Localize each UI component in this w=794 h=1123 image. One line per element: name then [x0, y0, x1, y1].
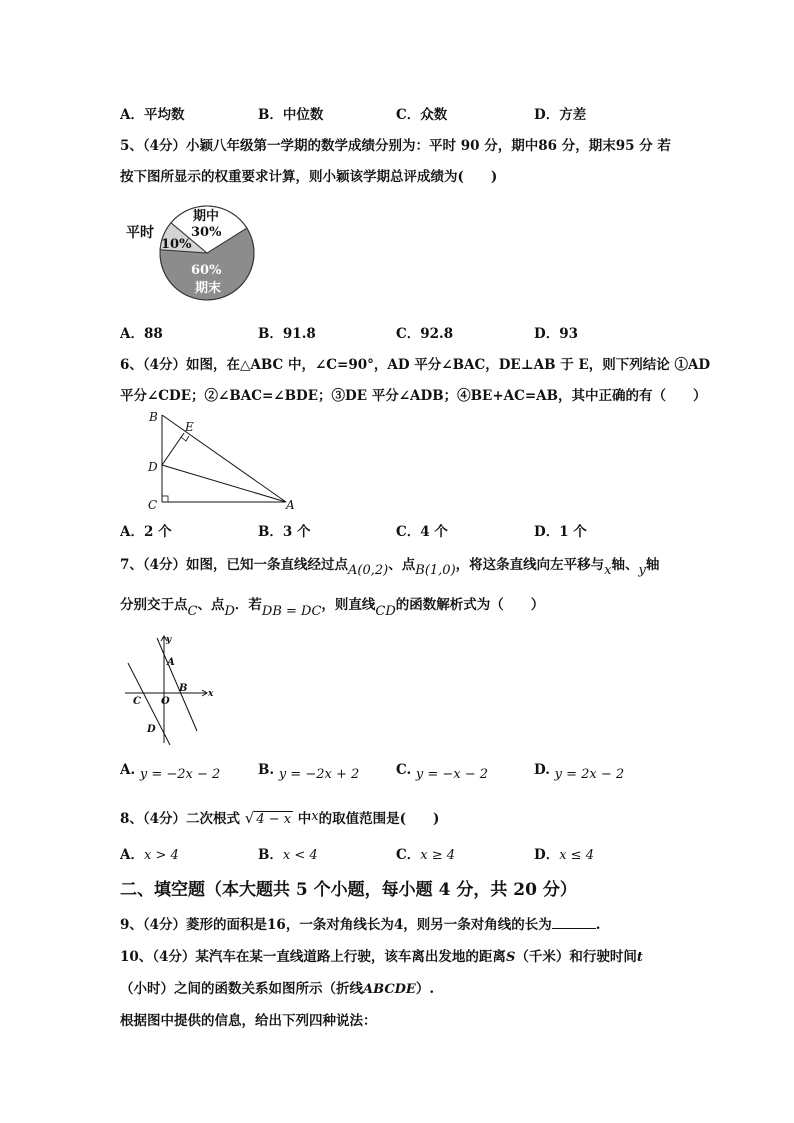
fig7-label-y: y	[166, 635, 172, 645]
q5-option-d: D．93	[534, 326, 578, 342]
q7-stem-line1: 7、（4分）如图，已知一条直线经过点A(0,2)、点B(1,0)，将这条直线向左平移与x轴、y轴	[120, 557, 660, 578]
q4-option-c: C．众数	[396, 107, 448, 123]
q6-triangle-figure	[140, 405, 310, 515]
q10-stem-line3: 根据图中提供的信息，给出下列四种说法：	[120, 1013, 377, 1029]
q7-option-a: A. y = −2x − 2	[120, 762, 221, 782]
fig7-label-o: O	[161, 696, 170, 707]
fig6-label-a: A	[286, 498, 295, 512]
q4-option-d: D．方差	[534, 107, 587, 123]
q10-stem-line1: 10、（4分）某汽车在某一直线道路上行驶，该车离出发地的距离S（千米）和行驶时间t	[120, 949, 643, 965]
pie-label-qimo: 期末	[195, 281, 222, 296]
q6-option-d: D．1 个	[534, 524, 587, 540]
q8-option-d: D．x ≤ 4	[534, 847, 594, 863]
fig6-label-e: E	[185, 420, 194, 434]
q6-stem-line2: 平分∠CDE；②∠BAC=∠BDE；③DE 平分∠ADB；④BE+AC=AB，其中正确的有（ ）	[120, 388, 707, 404]
pie-pct-pingshi: 10%	[161, 237, 192, 252]
q9-stem: 9、（4分）菱形的面积是16，一条对角线长为4，则另一条对角线的长为 .	[120, 917, 601, 933]
q6-option-c: C．4 个	[396, 524, 448, 540]
q8-option-c: C．x ≥ 4	[396, 847, 456, 863]
fig7-label-x: x	[208, 689, 214, 699]
pie-pct-qimo: 60%	[191, 263, 222, 278]
q5-stem-line1: 5、（4分）小颖八年级第一学期的数学成绩分别为：平时 90 分，期中86 分，期末95 分 若	[120, 138, 671, 154]
pie-label-qizhong: 期中	[193, 209, 220, 224]
fig6-label-c: C	[148, 498, 158, 512]
q6-option-a: A．2 个	[120, 524, 172, 540]
q6-option-b: B．3 个	[258, 524, 311, 540]
fig7-label-a: A	[167, 657, 175, 668]
q7-option-d: D. y = 2x − 2	[534, 762, 625, 782]
q7-stem-line2: 分别交于点C、点D．若DB = DC，则直线CD的函数解析式为（ ）	[120, 597, 545, 619]
section-heading-fill-in: 二、填空题（本大题共 5 个小题，每小题 4 分，共 20 分）	[120, 880, 577, 900]
fig6-label-b: B	[149, 410, 158, 424]
sqrt-symbol: √	[244, 809, 255, 827]
q4-option-b: B．中位数	[258, 107, 324, 123]
q8-stem: 8、（4分）二次根式 √ 4 − x 中x的取值范围是( )	[120, 809, 440, 827]
fig6-label-d: D	[148, 460, 158, 474]
q8-option-a: A．x > 4	[120, 847, 179, 863]
q10-stem-line2: （小时）之间的函数关系如图所示（折线ABCDE）.	[120, 981, 435, 997]
q7-line-figure	[120, 633, 220, 748]
q5-option-a: A．88	[120, 326, 163, 342]
q8-option-b: B．x < 4	[258, 847, 318, 863]
pie-pct-qizhong: 30%	[191, 225, 222, 240]
q4-option-a: A．平均数	[120, 107, 185, 123]
q5-option-c: C．92.8	[396, 326, 454, 342]
q5-pie-chart	[118, 200, 268, 306]
q5-stem-line2: 按下图所显示的权重要求计算，则小颖该学期总评成绩为( )	[120, 169, 498, 185]
q6-stem-line1: 6、（4分）如图，在△ABC 中，∠C=90°，AD 平分∠BAC，DE⊥AB 于 E，则下列结论 ①AD	[120, 357, 711, 373]
q5-option-b: B．91.8	[258, 326, 316, 342]
q7-option-c: C. y = −x − 2	[396, 762, 489, 782]
fig7-label-b: B	[179, 683, 188, 694]
fig7-label-c: C	[133, 696, 141, 707]
q9-answer-blank[interactable]	[552, 915, 596, 929]
fig7-label-d: D	[147, 724, 156, 735]
q7-option-b: B. y = −2x + 2	[258, 762, 360, 782]
pie-label-pingshi: 平时	[126, 225, 154, 241]
